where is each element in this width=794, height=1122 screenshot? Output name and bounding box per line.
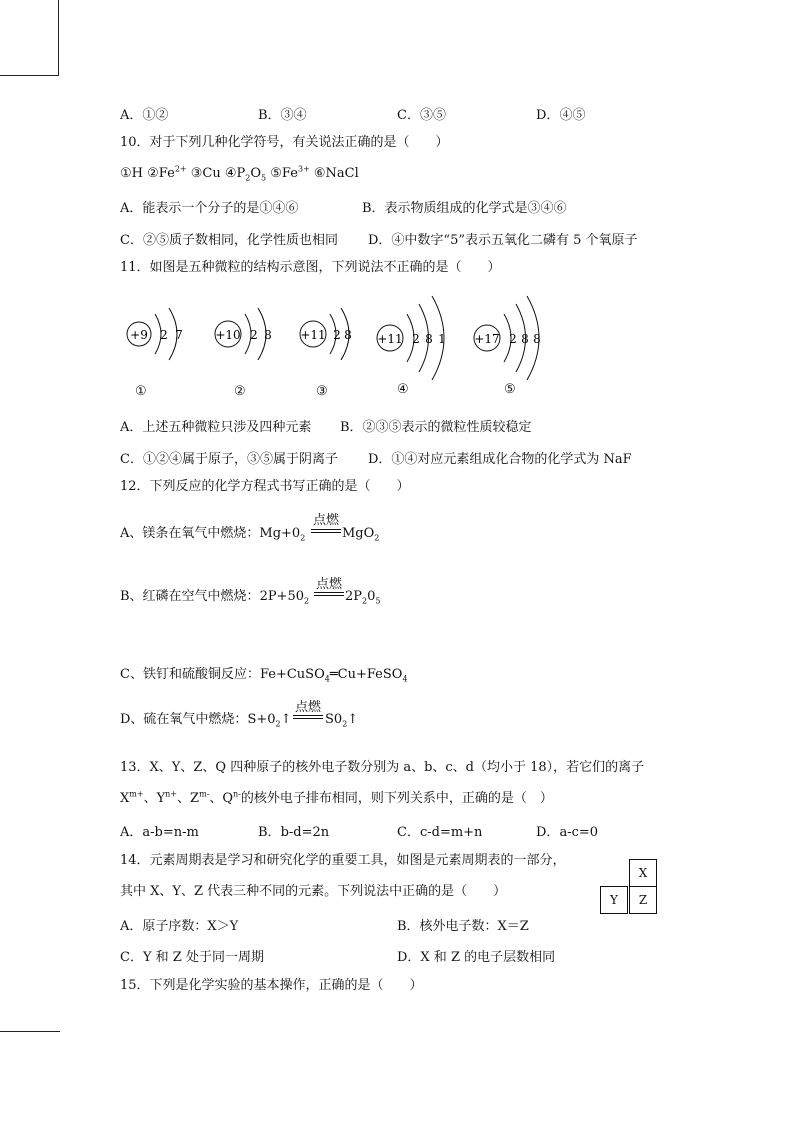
atom-label-1: ① bbox=[135, 384, 147, 399]
periodic-cell-z: Z bbox=[629, 886, 657, 914]
q12-option-b: B、红磷在空气中燃烧：$2P+50_2$ bbox=[120, 589, 310, 606]
svg-text:+11: +11 bbox=[300, 328, 326, 342]
atom-diagram-4 bbox=[374, 292, 474, 397]
q10-option-d: D．④中数字“5”表示五氧化二磷有 5 个氧原子 bbox=[368, 233, 638, 248]
q11-option-d: D．①④对应元素组成化合物的化学式为 NaF bbox=[368, 452, 632, 467]
atom-diagram-1-svg bbox=[125, 300, 205, 370]
margin-vertical-line bbox=[58, 0, 59, 76]
q12-b-product: $2P_20_5$ bbox=[345, 589, 381, 606]
q14-line1: 14．元素周期表是学习和研究化学的重要工具，如图是元素周期表的一部分， bbox=[120, 853, 566, 868]
q12-option-a: A、镁条在氧气中燃烧：$Mg+0_2$ bbox=[120, 526, 306, 543]
svg-text:2: 2 bbox=[250, 328, 258, 342]
q13-line1: 13．X、Y、Z、Q 四种原子的核外电子数分别为 a、b、c、d（均小于 18），若它们的离子 bbox=[120, 760, 645, 775]
svg-text:8: 8 bbox=[533, 332, 541, 346]
atom-label-5: ⑤ bbox=[504, 382, 516, 397]
svg-text:2: 2 bbox=[160, 328, 168, 342]
q9-option-c: C．③⑤ bbox=[397, 108, 446, 123]
atom-diagram-3 bbox=[297, 300, 377, 399]
periodic-cell-y: Y bbox=[600, 886, 628, 914]
q11-option-a: A．上述五种微粒只涉及四种元素 bbox=[120, 420, 312, 435]
svg-text:8: 8 bbox=[264, 328, 272, 342]
q12-option-c: C、铁钉和硫酸铜反应：Fe+CuSO$_4$═Cu+FeSO$_4$ bbox=[120, 667, 408, 684]
q12-d-equals-bar-bottom bbox=[293, 718, 323, 719]
q12-d-condition: 点燃 bbox=[295, 700, 322, 715]
q14-option-b: B．核外电子数：X＝Z bbox=[397, 919, 529, 934]
svg-text:+10: +10 bbox=[215, 328, 241, 342]
margin-top-line bbox=[0, 75, 59, 76]
q13-line2: $X^{m+}$、$Y^{n+}$、$Z^{m-}$、$Q^{n-}$的核外电子排布相同，则下列关系中，正确的是（ ） bbox=[120, 789, 553, 806]
q13-option-b: B．b-d=2n bbox=[258, 825, 330, 840]
q12-d-product: $S0_2↑$ bbox=[325, 712, 359, 729]
q15-stem: 15．下列是化学实验的基本操作，正确的是（ ） bbox=[120, 978, 423, 993]
q9-option-b: B．③④ bbox=[258, 108, 307, 123]
q14-option-d: D．X 和 Z 的电子层数相同 bbox=[397, 950, 556, 965]
svg-text:2: 2 bbox=[333, 328, 341, 342]
q12-b-condition: 点燃 bbox=[316, 577, 343, 592]
atom-diagram-2-svg bbox=[212, 300, 292, 370]
atom-diagram-2 bbox=[212, 300, 292, 399]
atom-label-2: ② bbox=[234, 384, 246, 399]
q14-option-a: A．原子序数：X＞Y bbox=[120, 919, 239, 934]
atom-diagram-1 bbox=[125, 300, 205, 399]
q13-option-c: C．c-d=m+n bbox=[397, 825, 483, 840]
atom-label-4: ④ bbox=[397, 382, 409, 397]
q11-stem: 11．如图是五种微粒的结构示意图，下列说法不正确的是（ ） bbox=[120, 260, 501, 275]
q12-stem: 12．下列反应的化学方程式书写正确的是（ ） bbox=[120, 479, 410, 494]
svg-text:8: 8 bbox=[425, 332, 433, 346]
margin-bottom-line bbox=[0, 1031, 60, 1032]
q10-stem: 10．对于下列几种化学符号，有关说法正确的是（ ） bbox=[120, 135, 449, 150]
svg-text:+9: +9 bbox=[130, 328, 148, 342]
q12-b-equals-bar-top bbox=[314, 592, 344, 593]
svg-text:8: 8 bbox=[521, 332, 529, 346]
q9-option-d: D．④⑤ bbox=[536, 108, 586, 123]
svg-text:7: 7 bbox=[175, 328, 183, 342]
svg-text:2: 2 bbox=[412, 332, 420, 346]
q10-option-b: B．表示物质组成的化学式是③④⑥ bbox=[362, 201, 567, 216]
periodic-cell-x: X bbox=[629, 859, 657, 887]
q12-option-d: D、硫在氧气中燃烧：$S+0_2↑$ bbox=[120, 712, 292, 729]
atom-diagram-4-svg bbox=[374, 292, 474, 382]
q11-option-b: B．②③⑤表示的微粒性质较稳定 bbox=[340, 420, 532, 435]
q12-d-equals-bar-top bbox=[293, 715, 323, 716]
atom-label-3: ③ bbox=[316, 384, 328, 399]
q10-symbols: ①H $②Fe^{2+}$ ③Cu $④P_2O_5$ $⑤Fe^{3+}$ ⑥NaCl bbox=[120, 164, 359, 183]
q14-option-c: C．Y 和 Z 处于同一周期 bbox=[120, 950, 264, 965]
q9-option-a: A．①② bbox=[120, 108, 169, 123]
svg-text:+11: +11 bbox=[377, 332, 403, 346]
q12-a-product: MgO$_2$ bbox=[342, 526, 380, 543]
svg-text:1: 1 bbox=[438, 332, 446, 346]
q12-a-equals-bar-bottom bbox=[311, 532, 341, 533]
q10-option-c: C．②⑤质子数相同，化学性质也相同 bbox=[120, 233, 338, 248]
q10-option-a: A．能表示一个分子的是①④⑥ bbox=[120, 201, 299, 216]
atom-diagram-5-svg bbox=[471, 292, 571, 382]
svg-text:8: 8 bbox=[344, 328, 352, 342]
svg-text:+17: +17 bbox=[474, 332, 500, 346]
q12-a-condition: 点燃 bbox=[313, 513, 340, 528]
svg-text:2: 2 bbox=[509, 332, 517, 346]
atom-diagram-3-svg bbox=[297, 300, 377, 370]
q12-b-equals-bar-bottom bbox=[314, 595, 344, 596]
atom-diagram-5 bbox=[471, 292, 571, 397]
q13-option-d: D．a-c=0 bbox=[536, 825, 599, 840]
q12-a-equals-bar-top bbox=[311, 529, 341, 530]
q14-line2: 其中 X、Y、Z 代表三种不同的元素。下列说法中正确的是（ ） bbox=[120, 884, 507, 899]
q13-option-a: A．a-b=n-m bbox=[120, 825, 199, 840]
q11-option-c: C．①②④属于原子，③⑤属于阴离子 bbox=[120, 452, 338, 467]
